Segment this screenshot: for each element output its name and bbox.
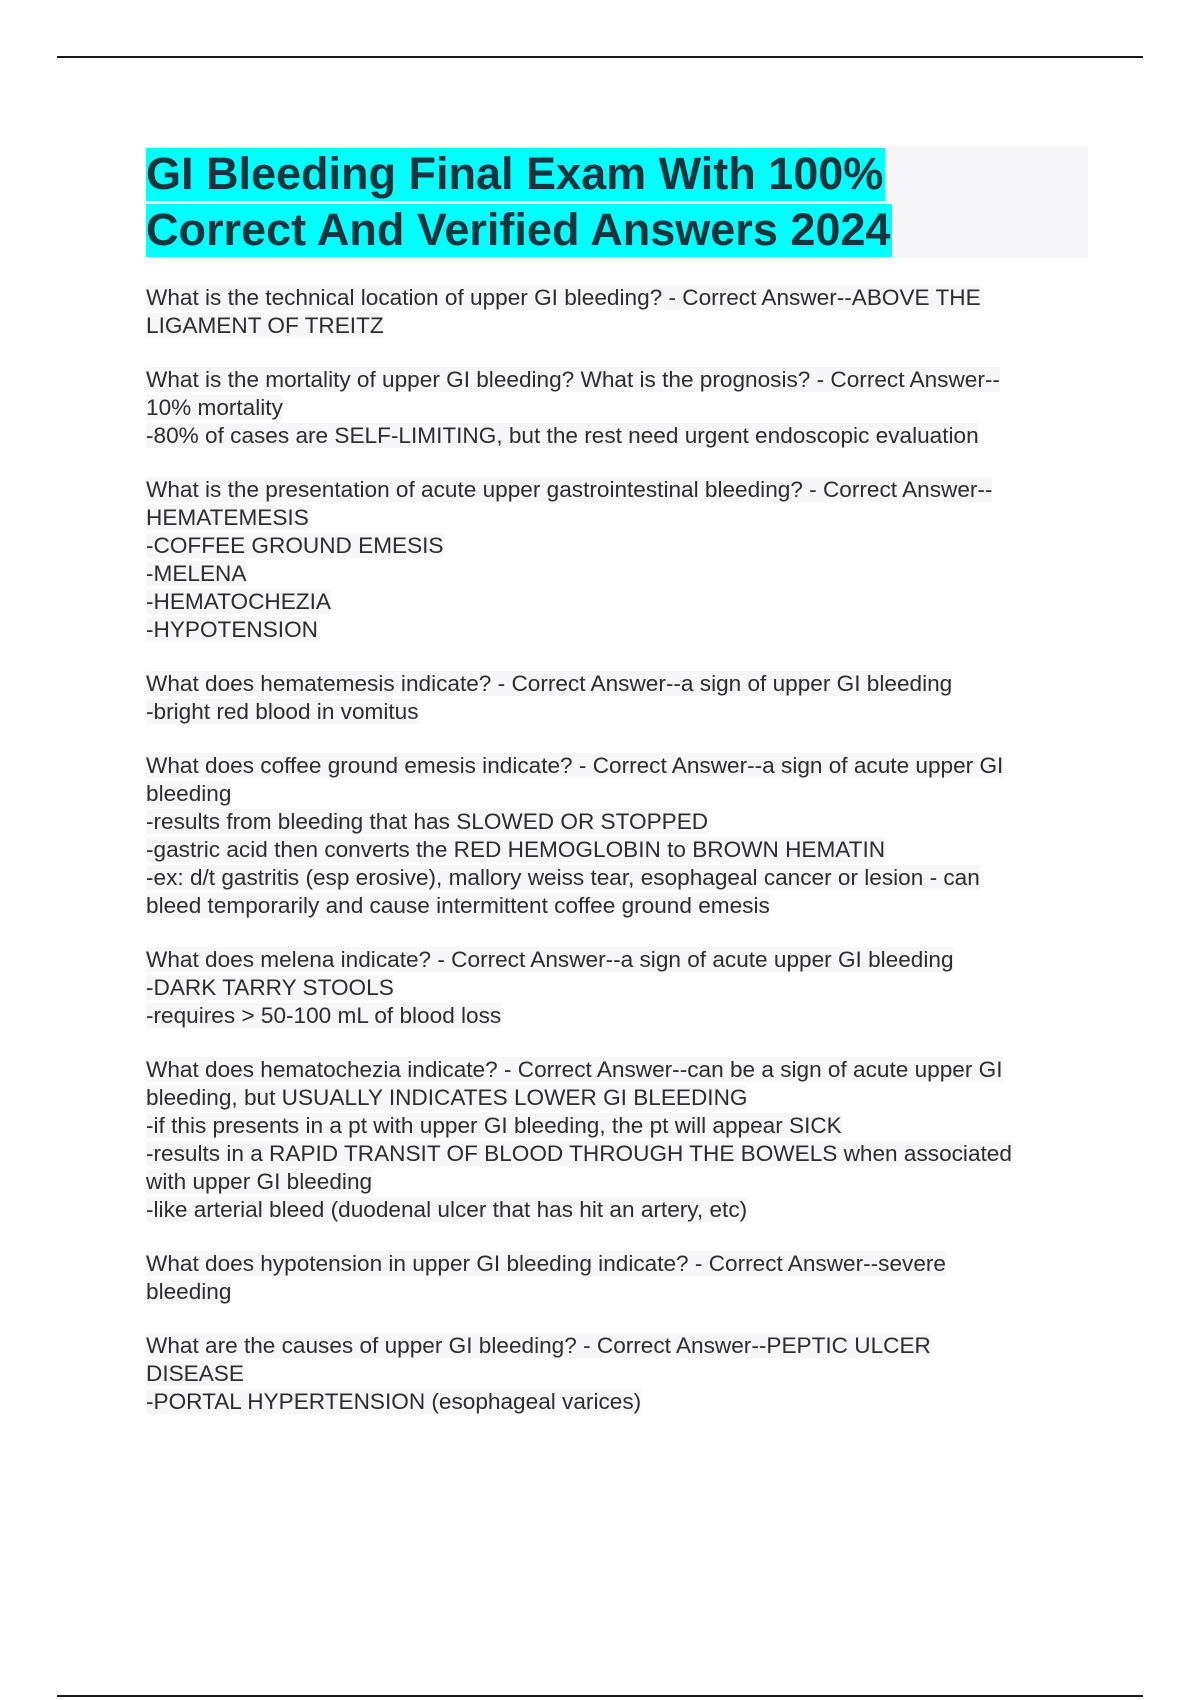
line-text: -results in a RAPID TRANSIT OF BLOOD THROUGH THE BOWELS when associated <box>146 1141 1012 1166</box>
question-line <box>146 1056 1076 1084</box>
question-line <box>146 1250 1076 1278</box>
line-text: -COFFEE GROUND EMESIS <box>146 533 444 558</box>
line-text: bleeding <box>146 1279 232 1304</box>
line-text: -requires > 50-100 mL of blood loss <box>146 1003 502 1028</box>
top-rule <box>57 56 1143 58</box>
answer-line <box>146 1002 1076 1030</box>
line-text: -ex: d/t gastritis (esp erosive), mallory weiss tear, esophageal cancer or lesion - can <box>146 865 980 890</box>
line-text: -like arterial bleed (duodenal ulcer that has hit an artery, etc) <box>146 1197 748 1222</box>
line-text: -if this presents in a pt with upper GI bleeding, the pt will appear SICK <box>146 1113 842 1138</box>
line-text: -DARK TARRY STOOLS <box>146 975 394 1000</box>
qa-item <box>146 1056 1076 1224</box>
answer-line <box>146 1388 1076 1416</box>
answer-line <box>146 312 1076 340</box>
answer-line <box>146 780 1076 808</box>
line-text: What is the presentation of acute upper gastrointestinal bleeding? - Correct Answer-- <box>146 477 993 502</box>
qa-item <box>146 1250 1076 1306</box>
question-line <box>146 1332 1076 1360</box>
line-text: 10% mortality <box>146 395 283 420</box>
line-text: -PORTAL HYPERTENSION (esophageal varices) <box>146 1389 642 1414</box>
line-text: DISEASE <box>146 1361 244 1386</box>
answer-line <box>146 864 1076 892</box>
answer-line <box>146 698 1076 726</box>
answer-line <box>146 1168 1076 1196</box>
answer-line <box>146 836 1076 864</box>
qa-item <box>146 752 1076 920</box>
question-line <box>146 670 1076 698</box>
line-text: What does coffee ground emesis indicate? - Correct Answer--a sign of acute upper GI <box>146 753 1004 778</box>
answer-line <box>146 974 1076 1002</box>
qa-item <box>146 284 1076 340</box>
qa-item <box>146 366 1076 450</box>
answer-line <box>146 1140 1076 1168</box>
line-text: -gastric acid then converts the RED HEMOGLOBIN to BROWN HEMATIN <box>146 837 886 862</box>
qa-item <box>146 670 1076 726</box>
qa-list <box>146 284 1076 1442</box>
qa-item <box>146 946 1076 1030</box>
line-text: LIGAMENT OF TREITZ <box>146 313 384 338</box>
answer-line <box>146 560 1076 588</box>
line-text: -MELENA <box>146 561 247 586</box>
line-text: HEMATEMESIS <box>146 505 309 530</box>
line-text: What is the mortality of upper GI bleeding? What is the prognosis? - Correct Answer-- <box>146 367 1000 392</box>
bottom-rule <box>57 1695 1143 1697</box>
line-text: -bright red blood in vomitus <box>146 699 419 724</box>
title-block <box>146 146 1088 258</box>
line-text: bleeding <box>146 781 232 806</box>
answer-line <box>146 892 1076 920</box>
line-text: with upper GI bleeding <box>146 1169 373 1194</box>
document-title <box>146 146 1088 258</box>
answer-line <box>146 532 1076 560</box>
line-text: bleeding, but USUALLY INDICATES LOWER GI BLEEDING <box>146 1085 748 1110</box>
line-text: What is the technical location of upper GI bleeding? - Correct Answer--ABOVE THE <box>146 285 981 310</box>
answer-line <box>146 1084 1076 1112</box>
line-text: What does melena indicate? - Correct Answer--a sign of acute upper GI bleeding <box>146 947 954 972</box>
answer-line <box>146 588 1076 616</box>
question-line <box>146 946 1076 974</box>
answer-line <box>146 808 1076 836</box>
line-text: What are the causes of upper GI bleeding? - Correct Answer--PEPTIC ULCER <box>146 1333 931 1358</box>
line-text: -results from bleeding that has SLOWED OR STOPPED <box>146 809 709 834</box>
question-line <box>146 476 1076 504</box>
answer-line <box>146 1112 1076 1140</box>
answer-line <box>146 504 1076 532</box>
line-text: -HYPOTENSION <box>146 617 318 642</box>
answer-line <box>146 394 1076 422</box>
line-text: What does hematochezia indicate? - Correct Answer--can be a sign of acute upper GI <box>146 1057 1003 1082</box>
answer-line <box>146 1196 1076 1224</box>
question-line <box>146 284 1076 312</box>
line-text: -HEMATOCHEZIA <box>146 589 331 614</box>
qa-item <box>146 476 1076 644</box>
title-line-1: GI Bleeding Final Exam With 100% <box>146 148 884 199</box>
line-text: What does hematemesis indicate? - Correct Answer--a sign of upper GI bleeding <box>146 671 953 696</box>
question-line <box>146 752 1076 780</box>
answer-line <box>146 1360 1076 1388</box>
answer-line <box>146 616 1076 644</box>
line-text: -80% of cases are SELF-LIMITING, but the rest need urgent endoscopic evaluation <box>146 423 979 448</box>
line-text: bleed temporarily and cause intermittent coffee ground emesis <box>146 893 770 918</box>
line-text: What does hypotension in upper GI bleeding indicate? - Correct Answer--severe <box>146 1251 946 1276</box>
qa-item <box>146 1332 1076 1416</box>
question-line <box>146 366 1076 394</box>
answer-line <box>146 1278 1076 1306</box>
title-line-2: Correct And Verified Answers 2024 <box>146 204 891 255</box>
answer-line <box>146 422 1076 450</box>
